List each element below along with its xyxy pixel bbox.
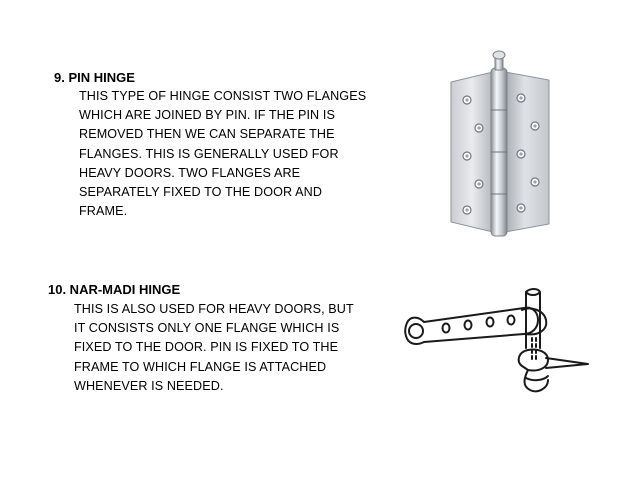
description-line: REMOVED THEN WE CAN SEPARATE THE (79, 127, 335, 142)
description-line: WHENEVER IS NEEDED. (74, 378, 224, 393)
description-line: SEPARATELY FIXED TO THE DOOR AND (79, 185, 323, 200)
nar-madi-hinge-description (74, 300, 354, 396)
nar-madi-hinge-drawing (398, 286, 594, 396)
description-line: FLANGES. THIS IS GENERALLY USED FOR (79, 146, 339, 161)
description-line: WHICH ARE JOINED BY PIN. IF THE PIN IS (79, 108, 335, 123)
pin-hinge-heading: 9. PIN HINGE (54, 70, 135, 85)
description-line: THIS IS ALSO USED FOR HEAVY DOORS, BUT (74, 302, 354, 316)
description-line: IT CONSISTS ONLY ONE FLANGE WHICH IS (74, 321, 340, 336)
description-line: THIS TYPE OF HINGE CONSIST TWO FLANGES (79, 89, 367, 103)
pin-hinge-description (79, 87, 366, 221)
description-line: FIXED TO THE DOOR. PIN IS FIXED TO THE (74, 340, 339, 355)
description-line: FRAME TO WHICH FLANGE IS ATTACHED (74, 359, 327, 374)
description-line: HEAVY DOORS. TWO FLANGES ARE (79, 165, 301, 180)
pin-hinge-photo (445, 48, 557, 238)
nar-madi-hinge-heading: 10. NAR-MADI HINGE (48, 282, 181, 297)
description-line: FRAME. (79, 204, 128, 219)
